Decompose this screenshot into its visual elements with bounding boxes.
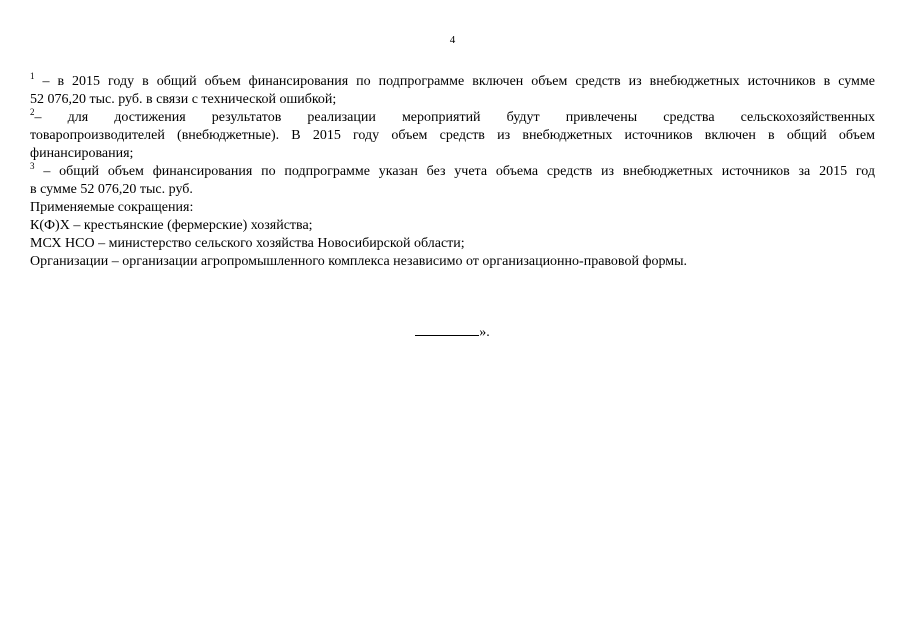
footnote-3-marker: 3 [30, 161, 35, 171]
closing-quote: ». [479, 325, 490, 340]
footnote-2-text-1: – для достижения результатов реализации мероприятий будут привлечены средства сельскохозяйственных [34, 110, 875, 125]
closing-mark [0, 323, 905, 342]
footnote-3 [30, 163, 875, 199]
footnote-2 [30, 109, 875, 163]
footnote-3-text-1: – общий объем финансирования по подпрограмме указан без учета объема средств из внебюджетных источников за 2015 год [34, 164, 875, 179]
footnote-1-text-1: – в 2015 году в общий объем финансирования по подпрограмме включен объем средств из внебюджетных источников в сумме [34, 74, 875, 89]
footnote-1-line-1 [30, 73, 875, 91]
document-body [30, 73, 875, 271]
footnote-1-line-2: 52 076,20 тыс. руб. в связи с технической ошибкой; [30, 92, 337, 107]
abbreviation-item-msh-nso: МСХ НСО – министерство сельского хозяйства Новосибирской области; [30, 236, 465, 251]
abbreviation-item-kfh: К(Ф)Х – крестьянские (фермерские) хозяйства; [30, 218, 313, 233]
footnote-2-line-1 [30, 109, 875, 127]
footnote-1-marker: 1 [30, 71, 35, 81]
abbreviations-heading: Применяемые сокращения: [30, 200, 194, 215]
footnote-3-line-1 [30, 163, 875, 181]
footnote-1 [30, 73, 875, 109]
closing-underline [415, 323, 479, 336]
footnote-2-marker: 2 [30, 107, 35, 117]
footnote-3-line-2: в сумме 52 076,20 тыс. руб. [30, 182, 193, 197]
footnote-2-line-3: финансирования; [30, 146, 134, 161]
page-number: 4 [449, 34, 456, 46]
footnote-2-line-2: товаропроизводителей (внебюджетные). В 2015 году объем средств из внебюджетных источников включен в общий объем [30, 128, 875, 143]
abbreviation-item-organizations: Организации – организации агропромышленного комплекса независимо от организационно-правовой формы. [30, 254, 688, 269]
